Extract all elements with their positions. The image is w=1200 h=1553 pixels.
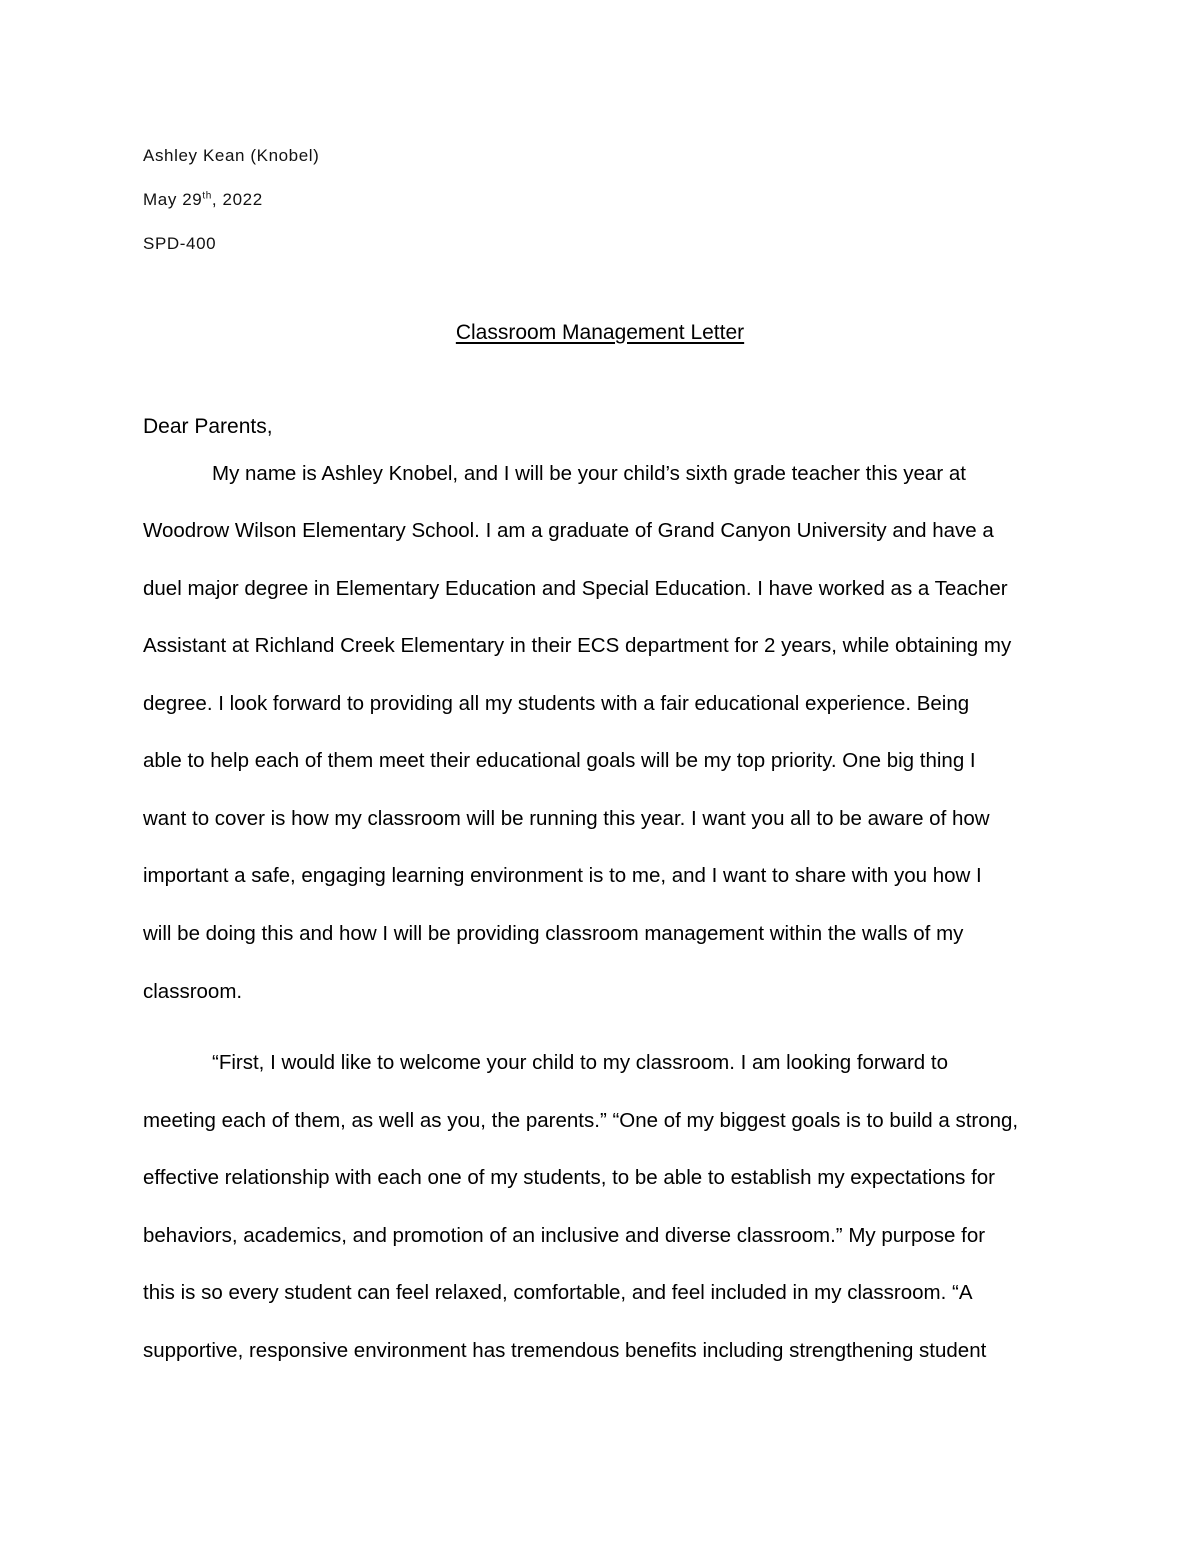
body-line: supportive, responsive environment has tremendous benefits including strengthening student [143,1339,987,1362]
letter-title: Classroom Management Letter [455,321,745,344]
body-line: degree. I look forward to providing all my students with a fair educational experience. Being [143,692,970,715]
body-line: meeting each of them, as well as you, the parents.” “One of my biggest goals is to build a strong, [143,1109,1019,1132]
body-line: able to help each of them meet their educational goals will be my top priority. One big thing I [143,749,976,772]
body-line: want to cover is how my classroom will be running this year. I want you all to be aware of how [143,807,990,830]
date-ordinal-suffix: th [202,190,212,202]
body-line: important a safe, engaging learning environment is to me, and I want to share with you how I [143,864,982,887]
body-line: classroom. [143,980,243,1003]
date-rest: , 2022 [211,190,263,209]
author-name: Ashley Kean (Knobel) [143,146,320,165]
date-prefix: May 29 [143,190,203,209]
course-code: SPD-400 [143,234,217,253]
body-line: this is so every student can feel relaxed, comfortable, and feel included in my classroom. “A [143,1281,973,1304]
body-line: Woodrow Wilson Elementary School. I am a graduate of Grand Canyon University and have a [143,519,994,542]
body-line: My name is Ashley Knobel, and I will be your child’s sixth grade teacher this year at [212,462,966,485]
letter-date [143,190,263,210]
body-line: will be doing this and how I will be providing classroom management within the walls of my [143,922,964,945]
body-line: Assistant at Richland Creek Elementary in their ECS department for 2 years, while obtaining my [143,634,1012,657]
body-line: behaviors, academics, and promotion of an inclusive and diverse classroom.” My purpose for [143,1224,986,1247]
body-line: effective relationship with each one of my students, to be able to establish my expectations for [143,1166,995,1189]
body-line: “First, I would like to welcome your child to my classroom. I am looking forward to [212,1051,948,1074]
salutation: Dear Parents, [143,415,273,438]
body-line: duel major degree in Elementary Education and Special Education. I have worked as a Teacher [143,577,1008,600]
